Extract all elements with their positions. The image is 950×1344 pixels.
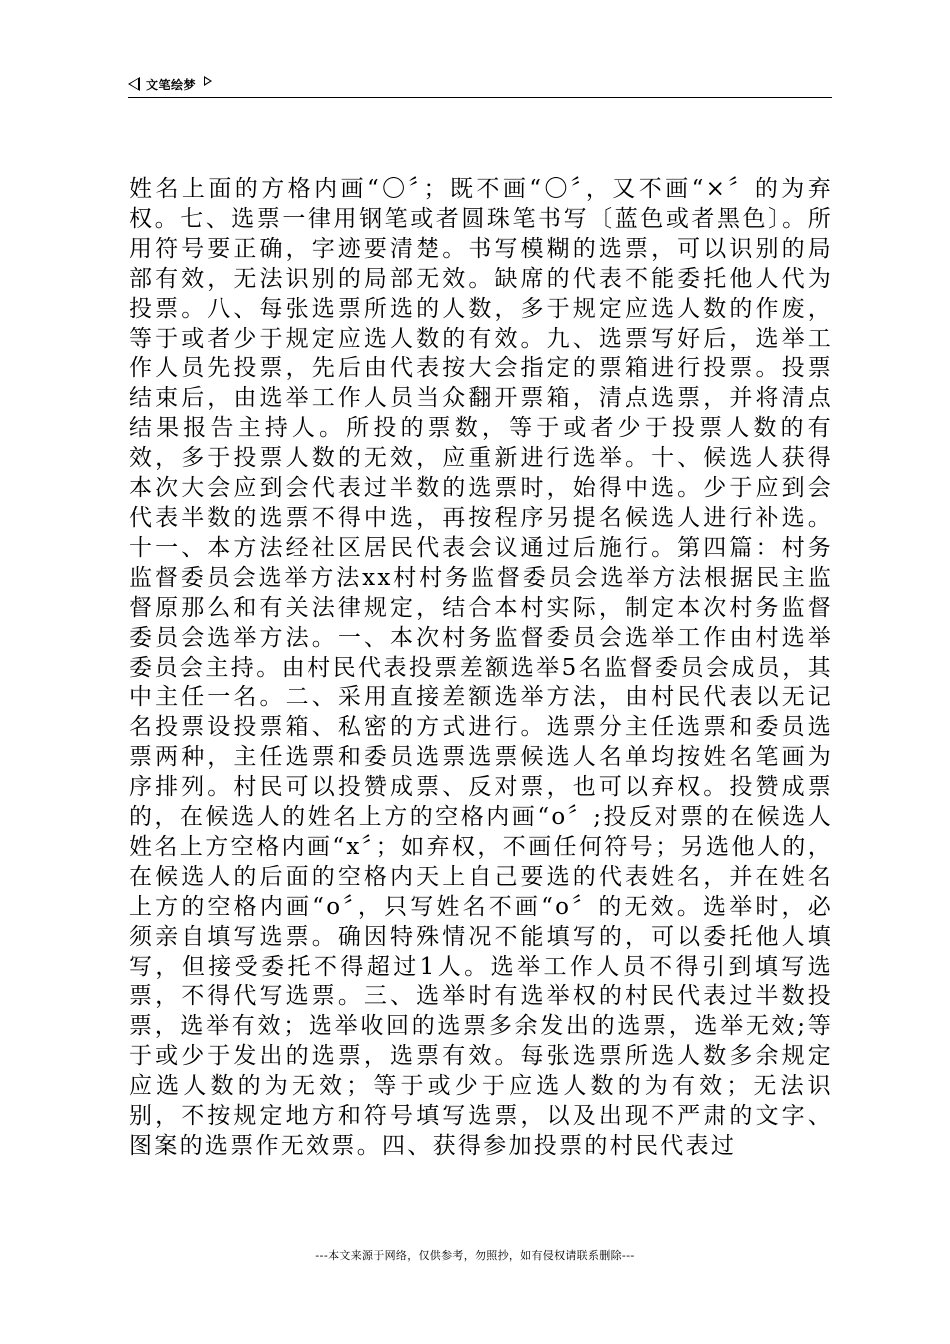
left-triangle-icon <box>128 77 140 91</box>
header-title: 文笔绘梦 <box>146 77 197 92</box>
page-footer: ---本文来源于网络，仅供参考，勿照抄，如有侵权请联系删除--- <box>315 1249 635 1262</box>
document-body-text: 姓名上面的方格内画“〇〞；既不画“〇〞，又不画“×〞的为弃权。七、选票一律用钢笔或者圆珠笔书写〔蓝色或者黑色〕。所用符号要正确，字迹要清楚。书写模糊的选票，可以识别的局部有效，无法识别的局部无效。缺席的代表不能委托他人代为投票。八、每张选票所选的人数，多于规定应选人数的作废，等于或者少于规定应选人数的有效。九、选票写好后，选举工作人员先投票，先后由代表按大会指定的票箱进行投票。投票结束后，由选举工作人员当众翻开票箱，清点选票，并将清点结果报告主持人。所投的票数，等于或者少于投票人数的有效，多于投票人数的无效，应重新进行选举。十、候选人获得本次大会应到会代表过半数的选票时，始得中选。少于应到会代表半数的选票不得中选，再按程序另提名候选人进行补选。十一、本方法经社区居民代表会议通过后施行。第四篇：村务监督委员会选举方法xx村村务监督委员会选举方法根据民主监督原那么和有关法律规定，结合本村实际，制定本次村务监督委员会选举方法。一、本次村务监督委员会选举工作由村选举委员会主持。由村民代表投票差额选举5名监督委员会成员，其中主任一名。二、采用直接差额选举方法，由村民代表以无记名投票设投票箱、私密的方式进行。选票分主任选票和委员选票两种，主任选票和委员选票选票候选人名单均按姓名笔画为序排列。村民可以投赞成票、反对票，也可以弃权。投赞成票的，在候选人的姓名上方的空格内画“o〞;投反对票的在候选人姓名上方空格内画“x〞；如弃权，不画任何符号；另选他人的，在候选人的后面的空格内天上自己要选的代表姓名，并在姓名上方的空格内画“o〞，只写姓名不画“o〞的无效。选举时，必须亲自填写选票。确因特殊情况不能填写的，可以委托他人填写，但接受委托不得超过1人。选举工作人员不得引到填写选票，不得代写选票。三、选举时有选举权的村民代表过半数投票，选举有效；选举收回的选票多余发出的选票，选举无效;等于或少于发出的选票，选票有效。每张选票所选人数多余规定应选人数的为无效；等于或少于应选人数的为有效；无法识别，不按规定地方和符号填写选票，以及出现不严肃的文字、图案的选票作无效票。四、获得参加投票的村民代表过 <box>129 176 833 1159</box>
header-brand <box>128 74 212 94</box>
right-triangle-icon <box>204 76 212 86</box>
page-header <box>128 74 832 98</box>
